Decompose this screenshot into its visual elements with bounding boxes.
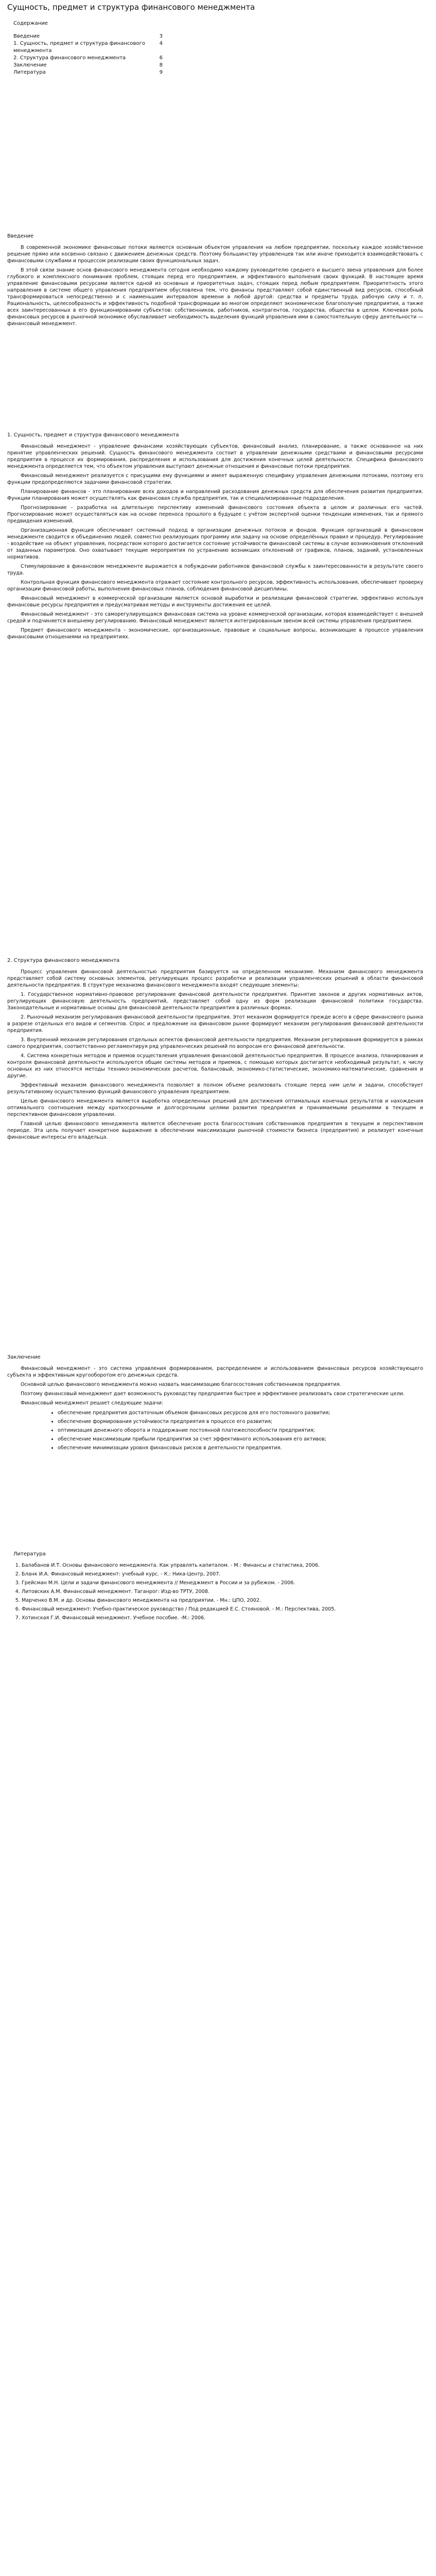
reference-item: 5. Марченко В.М. и др. Основы финансового менеджмента на предприятии. - Мн.: ЦПО, 2002. <box>22 1597 423 1604</box>
paragraph: Целью финансового менеджмента является выработка определенных решений для достижения оптимальных конечных результатов и нахождения оптимального соотношения между краткосрочными и долгосрочными целями развития предприятия и принимаемыми решениями в текущем и перспективном финансовом управлении. <box>7 1098 423 1117</box>
toc-item-page: 3 <box>159 33 163 39</box>
intro-heading: Введение <box>7 233 34 239</box>
task-item: • обеспечение формирования устойчивости предприятия в процессе его развития; <box>58 1418 423 1425</box>
paragraph: 3. Внутренний механизм регулирования отдельных аспектов финансовой деятельности предприятия. Механизм регулирования формируется в рамках самого предприятия, соответственно регламентируя ряд управленческих решений по вопросам его финансовой деятельности. <box>7 1037 423 1049</box>
reference-item: 1. Балабанов И.Т. Основы финансового менеджмента. Как управлять капиталом. - М.: Финансы и статистика, 2006. <box>22 1562 423 1569</box>
task-item: • обеспечение предприятия достаточным объемом финансовых ресурсов для его постоянного развития; <box>58 1410 423 1416</box>
paragraph: 1. Государственное нормативно-правовое регулирование финансовой деятельности предприятия. Принятие законов и других нормативных актов, регулирующих финансовую деятельность предприятий, представляет собой одну из форм реализации финансовой политики государства. Законодательные и нормативные основы для финансовой деятельности предприятия в различных формах. <box>7 992 423 1011</box>
paragraph: Финансовый менеджмент в коммерческой организации является основой выработки и реализации финансовой стратегии, эффективно используя финансовые ресурсы предприятия и предусматривая методы и инструменты достижения ее целей. <box>7 596 423 608</box>
reference-item: 2. Бланк И.А. Финансовый менеджмент: учебный курс. - К.: Ника-Центр, 2007. <box>22 1571 423 1578</box>
section1 <box>7 432 423 643</box>
intro-body <box>7 244 423 327</box>
section1-body <box>7 443 423 640</box>
task-item: • оптимизация денежного оборота и поддержание постоянной платежеспособности предприятия; <box>58 1427 423 1434</box>
toc-item[interactable] <box>13 69 163 76</box>
reference-item: 3. Грейсман М.Н. Цели и задачи финансового менеджмента // Менеджмент в России и за рубежом. - 2006. <box>22 1580 423 1586</box>
conclusion-section <box>7 1354 423 1454</box>
toc-item-label: Литература <box>13 70 46 75</box>
toc-item[interactable] <box>13 55 163 62</box>
toc-item-page: 4 <box>159 41 163 46</box>
toc-item-page: 9 <box>159 70 163 75</box>
section2-body <box>7 969 423 1141</box>
section1-heading: 1. Сущность, предмет и структура финансового менеджмента <box>7 432 179 438</box>
literature-section <box>7 1551 423 1623</box>
document-title: Сущность, предмет и структура финансового менеджмента <box>7 3 255 12</box>
paragraph: Процесс управления финансовой деятельностью предприятия базируется на определенном механизме. Механизм финансового менеджмента представляет собой систему основных элементов, регулирующих процесс разработки и реализации управленческих решений в области финансовой деятельности предприятия. В структуре механизма финансового менеджмента входят следующие элементы: <box>7 969 423 988</box>
paragraph: Предмет финансового менеджмента - экономические, организационные, правовые и социальные вопросы, возникающие в процессе управления финансовыми отношениями на предприятиях. <box>7 628 423 640</box>
conclusion-heading: Заключение <box>7 1354 41 1360</box>
conclusion-body <box>7 1365 423 1406</box>
paragraph: Контрольная функция финансового менеджмента отражает состояние контрольного ресурсов, эффективность использования, обеспечивает проверку организации финансовой работы, выполнения финансовых планов, соблюдения финансовой дисциплины. <box>7 580 423 592</box>
paragraph: Финансовый менеджмент - это система управления формированием, распределением и использованием финансовых ресурсов хозяйствующего субъекта и эффективным кругооборотом его денежных средств. <box>7 1366 423 1378</box>
toc-item-page: 8 <box>159 62 163 68</box>
table-of-contents <box>13 33 163 76</box>
paragraph: Прогнозирование - разработка на длительную перспективу изменений финансового состояния объекта в целом и различных его частей. Прогнозирование может осуществляться как на основе переноса прошлого в будущее с учётом экспертной оценки тенденции изменения, так и прямого предвидения изменений. <box>7 505 423 524</box>
task-item: • обеспечение минимизации уровня финансовых рисков в деятельности предприятия. <box>58 1445 423 1451</box>
intro-section <box>7 233 423 330</box>
paragraph: Поэтому финансовый менеджмент дает возможность руководству предприятия быстрее и эффективнее реализовать свои стратегические цели. <box>21 1391 405 1397</box>
paragraph: 4. Система конкретных методов и приемов осуществления управления финансовой деятельностью предприятия. В процессе анализа, планирования и контроля финансовой деятельности используются общие системы методов и приемов, с помощью которых достигается необходимый результат, к числу основных из них относятся методы технико-экономических расчетов, балансовый, экономико-статистические, экономико-математические, сравнения и другие. <box>7 1053 423 1079</box>
paragraph: Финансовый менеджмент реализуется с присущими ему функциями и имеет выраженную специфику управления денежными потоками, поэтому его функции предопределяются задачами финансовой стратегии. <box>7 473 423 485</box>
section2-heading: 2. Структура финансового менеджмента <box>7 958 120 963</box>
paragraph: Финансовый менеджмент решает следующие задачи: <box>21 1400 163 1406</box>
toc-item-page: 6 <box>159 55 163 61</box>
paragraph: Главной целью финансового менеджмента является обеспечение роста благосостояния собственников предприятия в текущем и перспективном периоде. Эта цель получает конкретное выражение в обеспечении максимизации рыночной стоимости бизнеса (предприятия) и реализует конечные финансовые интересы его владельца. <box>7 1121 423 1140</box>
paragraph: Финансовый менеджмент - управление финансами хозяйствующих субъектов, финансовый анализ, планирование, а также основанное на них принятие управленческих решений. Сущность финансового менеджмента состоит в управлении денежными средствами и финансовыми ресурсами предприятия в процессе их формирования, распределения и использования для достижения конечных целей деятельности. Специфика финансового менеджмента определяется тем, что объектом управления выступают денежные отношения и финансовые потоки предприятия. <box>7 444 423 469</box>
toc-item[interactable] <box>13 33 163 40</box>
paragraph: Стимулирование в финансовом менеджменте выражается в побуждении работников финансовой службы к заинтересованности в результате своего труда. <box>7 564 423 576</box>
paragraph: Финансовый менеджмент - это саморегулирующаяся финансовая система на уровне коммерческой организации, которая взаимодействует с внешней средой и подчиняется внешнему регулированию. Финансовый менеджмент является интегрированным звеном всей системы управления предприятием. <box>7 612 423 624</box>
paragraph: Организационная функция обеспечивает системный подход в организации денежных потоков и фондов. Функция организаций в финансовом менеджменте сводится к объединению людей, совместно реализующих программу или задачу на основе определённых правил и процедур. Регулирование - воздействие на объект управления, посредством которого достигается состояние устойчивости финансовой системы в случае возникновения отклонений от заданных параметров. Оно охватывает текущие мероприятия по устранению возникших отклонений от графиков, планов, заданий, установленных нормативов. <box>7 528 423 560</box>
toc-item[interactable] <box>13 62 163 69</box>
reference-item: 7. Хотинская Г.И. Финансовый менеджмент. Учебное пособие. -М.: 2006. <box>22 1615 423 1621</box>
paragraph: В современной экономике финансовые потоки являются основным объектом управления на любом предприятии, поскольку каждое хозяйственное решение прямо или косвенно связано с движением денежных средств. Поэтому большинству управленцев так или иначе приходится взаимодействовать с финансовыми службами и процессом реализации своих функциональных задач. <box>7 245 423 264</box>
tasks-list <box>7 1410 423 1451</box>
paragraph: В этой связи знание основ финансового менеджмента сегодня необходимо каждому руководителю среднего и высшего звена управления для более глубокого и комплексного понимания проблем, стоящих перед его предприятием, и эффективного выполнения своих функций. В настоящее время управление финансовыми ресурсами является одной из основных и приоритетных задач, стоящих перед любым предприятием. Приоритетность этого направления в системе общего управления предприятием обусловлена тем, что финансы представляют собой единственный вид ресурсов, способный трансформироваться непосредственно и с наименьшим интервалом времени в любой другой: средства и предметы труда, рабочую силу и т. п. Рациональность, целесообразность и эффективность подобной трансформации во многом определяют экономическое благополучие предприятия, а также всех заинтересованных в его функционировании субъектов: собственников, работников, контрагентов, государства, общества в целом. Ключевая роль финансовых ресурсов в рыночной экономике обуславливает необходимость выделения функций управления ими в самостоятельную сферу деятельности — финансовый менеджмент. <box>7 267 423 327</box>
toc-item-label: 2. Структура финансового менеджмента <box>13 55 126 61</box>
paragraph: Основной целью финансового менеджмента можно назвать максимизацию благосостояния собственников предприятия. <box>21 1382 341 1387</box>
paragraph: Планирование финансов - это планирование всех доходов и направлений расходования денежных средств для обеспечения развития предприятия. Функции планирования может осуществлять как финансовая служба предприятия, так и специализированные подразделения. <box>7 489 423 501</box>
section2 <box>7 957 423 1143</box>
task-item: • обеспечение максимизации прибыли предприятия за счет эффективного использования его активов; <box>58 1436 423 1443</box>
paragraph: 2. Рыночный механизм регулирования финансовой деятельности предприятия. Этот механизм формируется прежде всего в сфере финансового рынка в разрезе отдельных его видов и сегментов. Спрос и предложение на финансовом рынке формируют механизм регулирования финансовой деятельности предприятия. <box>7 1014 423 1033</box>
paragraph: Эффективный механизм финансового менеджмента позволяет в полном объеме реализовать стоящие перед ним цели и задачи, способствует результативному осуществлению функций финансового управления предприятием. <box>7 1082 423 1095</box>
toc-item-label: Введение <box>13 33 40 39</box>
toc-heading: Содержание <box>13 21 48 26</box>
toc-item-label: Заключение <box>13 62 47 68</box>
toc-item[interactable] <box>13 40 163 55</box>
reference-item: 6. Финансовый менеджмент: Учебно-практическое руководство / Под редакцией Е.С. Стояновой. - М.: Перспектива, 2005. <box>22 1606 423 1613</box>
reference-item: 4. Литовских А.М. Финансовый менеджмент. Таганрог: Изд-во ТРТУ, 2008. <box>22 1588 423 1595</box>
literature-heading: Литература <box>13 1551 46 1557</box>
toc-item-label: 1. Сущность, предмет и структура финансового менеджмента <box>13 41 145 54</box>
references-list <box>7 1562 423 1621</box>
